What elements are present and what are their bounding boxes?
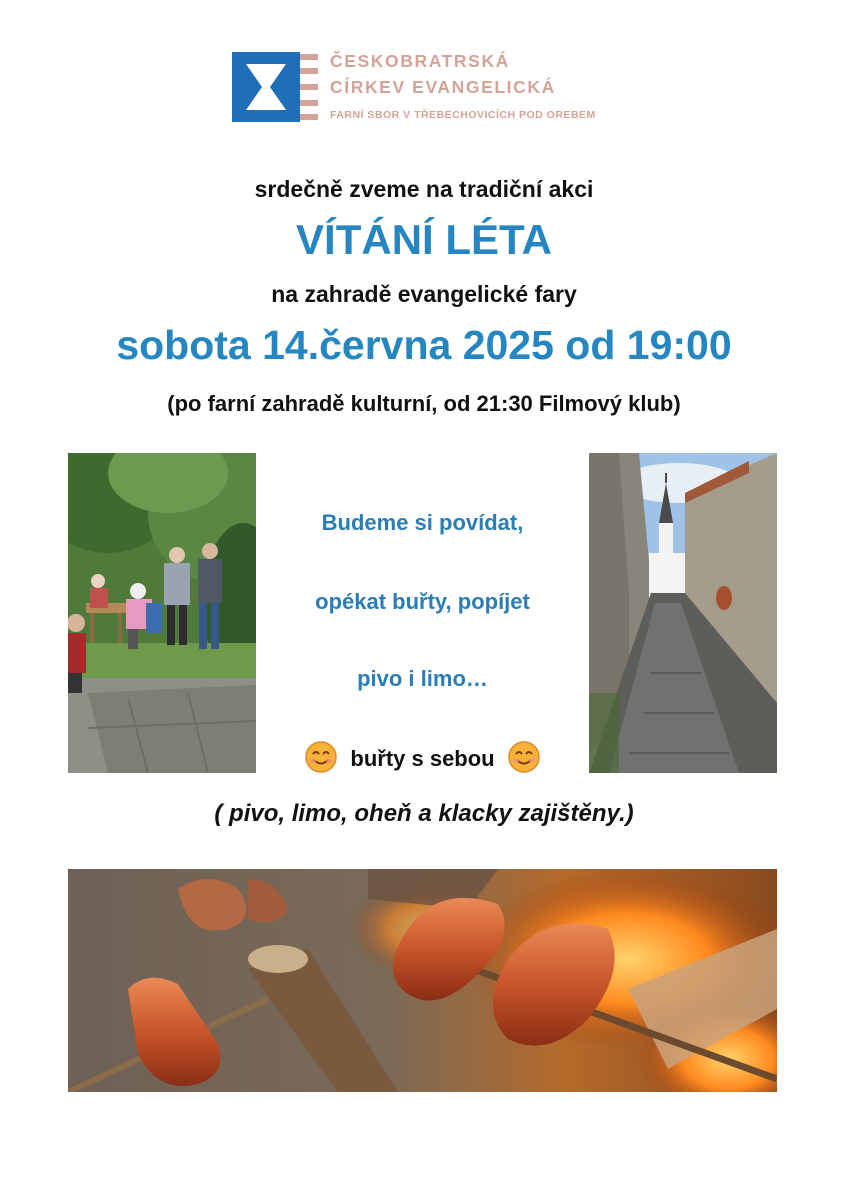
event-place: na zahradě evangelické fary xyxy=(271,281,577,307)
bring-sausages-line xyxy=(256,740,589,774)
invitation-intro: srdečně zveme na tradiční akci xyxy=(254,176,594,202)
activities-line2: opékat buřty, popíjet xyxy=(315,589,530,614)
smiling-face-icon xyxy=(507,740,541,774)
sausages-roasting-photo xyxy=(68,869,777,1092)
smiling-face-icon xyxy=(304,740,338,774)
event-title: VÍTÁNÍ LÉTA xyxy=(296,216,552,263)
church-logo-icon xyxy=(232,52,318,122)
logo-parish-name: FARNÍ SBOR V TŘEBECHOVICÍCH POD OREBEM xyxy=(330,109,596,121)
logo-church-name-line1: ČESKOBRATRSKÁ xyxy=(330,51,510,71)
activities-line3: pivo i limo… xyxy=(357,666,488,691)
event-note: (po farní zahradě kulturní, od 21:30 Filmový klub) xyxy=(167,391,681,416)
event-date-time: sobota 14.června 2025 od 19:00 xyxy=(116,322,732,368)
alley-church-photo xyxy=(589,453,777,773)
logo-church-name-line2: CÍRKEV EVANGELICKÁ xyxy=(330,77,556,97)
garden-gathering-photo xyxy=(68,453,256,773)
activities-line1: Budeme si povídat, xyxy=(321,510,524,535)
bring-sausages-text: buřty s sebou xyxy=(350,746,495,771)
provided-items-note: ( pivo, limo, oheň a klacky zajištěny.) xyxy=(214,800,634,827)
